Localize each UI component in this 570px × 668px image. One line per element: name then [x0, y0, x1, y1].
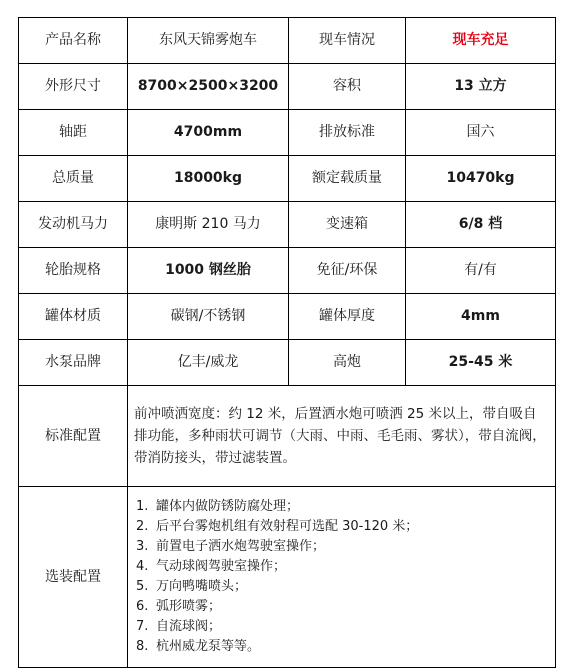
list-item: 6. 弧形喷雾； [136, 599, 222, 614]
label-high-cannon: 高炮 [289, 340, 406, 386]
list-item: 5. 万向鸭嘴喷头； [136, 579, 248, 594]
value-pump-brand: 亿丰/威龙 [128, 340, 289, 386]
table-row [19, 64, 556, 110]
value-gearbox: 6/8 档 [406, 202, 556, 248]
label-emission: 排放标准 [289, 110, 406, 156]
value-capacity: 13 立方 [406, 64, 556, 110]
value-tire: 1000 钢丝胎 [128, 248, 289, 294]
label-tax-env: 免征/环保 [289, 248, 406, 294]
value-tax-env: 有/有 [406, 248, 556, 294]
value-high-cannon: 25-45 米 [406, 340, 556, 386]
label-stock-status: 现车情况 [289, 18, 406, 64]
label-engine: 发动机马力 [19, 202, 128, 248]
value-product-name: 东风天锦雾炮车 [128, 18, 289, 64]
value-tank-thickness: 4mm [406, 294, 556, 340]
table-row [19, 202, 556, 248]
label-tank-thickness: 罐体厚度 [289, 294, 406, 340]
label-gross-mass: 总质量 [19, 156, 128, 202]
table-row [19, 340, 556, 386]
table-row [19, 156, 556, 202]
label-rated-load: 额定载质量 [289, 156, 406, 202]
list-item: 1. 罐体内做防锈防腐处理； [136, 499, 300, 514]
value-stock-status: 现车充足 [406, 18, 556, 64]
label-gearbox: 变速箱 [289, 202, 406, 248]
value-engine: 康明斯 210 马力 [128, 202, 289, 248]
label-product-name: 产品名称 [19, 18, 128, 64]
value-gross-mass: 18000kg [128, 156, 289, 202]
table-row [19, 110, 556, 156]
label-standard-config: 标准配置 [19, 386, 128, 487]
spec-table [18, 17, 556, 668]
table-row [19, 294, 556, 340]
value-emission: 国六 [406, 110, 556, 156]
list-item: 8. 杭州威龙泵等等。 [136, 639, 261, 654]
standard-config-text: 前冲喷洒宽度：约 12 米，后置洒水炮可喷洒 25 米以上，带自吸自排功能，多种雨状可调节（大雨、中雨、毛毛雨、雾状），带自流阀，带消防接头，带过滤装置。 [128, 386, 556, 487]
list-item: 7. 自流球阀； [136, 619, 222, 634]
value-tank-material: 碳钢/不锈钢 [128, 294, 289, 340]
optional-config-row [19, 487, 556, 668]
list-item: 3. 前置电子洒水炮驾驶室操作； [136, 539, 326, 554]
label-dimensions: 外形尺寸 [19, 64, 128, 110]
label-tire: 轮胎规格 [19, 248, 128, 294]
label-tank-material: 罐体材质 [19, 294, 128, 340]
optional-config-list [136, 497, 549, 657]
label-optional-config: 选装配置 [19, 487, 128, 668]
label-pump-brand: 水泵品牌 [19, 340, 128, 386]
value-wheelbase: 4700mm [128, 110, 289, 156]
label-capacity: 容积 [289, 64, 406, 110]
list-item: 2. 后平台雾炮机组有效射程可选配 30-120 米； [136, 519, 419, 534]
table-row [19, 248, 556, 294]
standard-config-row [19, 386, 556, 487]
value-dimensions: 8700×2500×3200 [128, 64, 289, 110]
table-row [19, 18, 556, 64]
label-wheelbase: 轴距 [19, 110, 128, 156]
list-item: 4. 气动球阀驾驶室操作； [136, 559, 287, 574]
value-rated-load: 10470kg [406, 156, 556, 202]
optional-config-cell [128, 487, 556, 668]
